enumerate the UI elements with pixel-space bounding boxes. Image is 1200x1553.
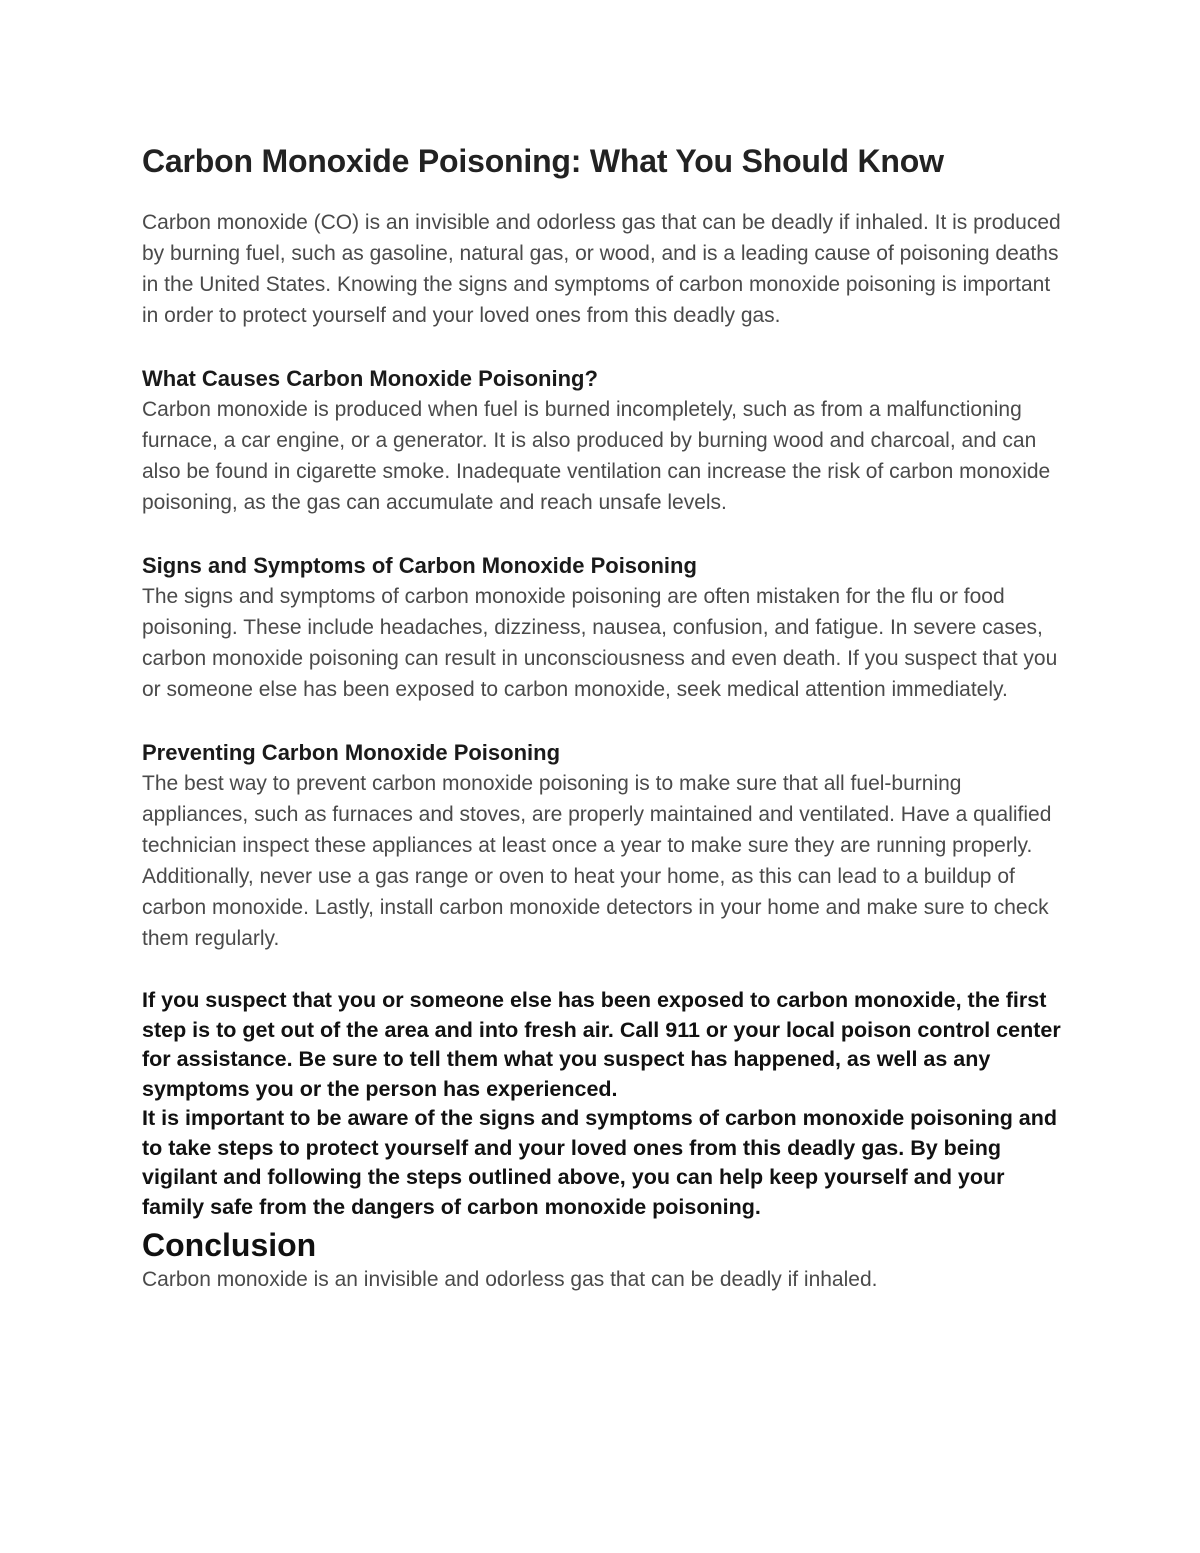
document-title: Carbon Monoxide Poisoning: What You Should Know [142,143,944,179]
section-symptoms [142,550,1067,705]
section-heading: What Causes Carbon Monoxide Poisoning? [142,366,598,391]
conclusion-heading: Conclusion [142,1227,317,1263]
section-paragraph: The best way to prevent carbon monoxide poisoning is to make sure that all fuel-burning appliances, such as furnaces and stoves, are properly maintained and ventilated. Have a qualified technician inspect these appliances at least once a year to make sure they are running properly. Additionally, never use a gas range or oven to heat your home, as this can lead to a buildup of carbon monoxide. Lastly, install carbon monoxide detectors in your home and make sure to check them regularly. [142,772,1052,950]
section-paragraph: Carbon monoxide is produced when fuel is burned incompletely, such as from a malfunctioning furnace, a car engine, or a generator. It is also produced by burning wood and charcoal, and can also be found in cigarette smoke. Inadequate ventilation can increase the risk of carbon monoxide poisoning, as the gas can accumulate and reach unsafe levels. [142,398,1051,514]
section-causes [142,363,1067,518]
emphasis-paragraph: It is important to be aware of the signs and symptoms of carbon monoxide poisoning and to take steps to protect yourself and your loved ones from this deadly gas. By being vigilant and following the steps outlined above, you can help keep yourself and your family safe from the dangers of carbon monoxide poisoning. [142,1106,1058,1219]
section-heading: Preventing Carbon Monoxide Poisoning [142,740,561,765]
emphasis-block [142,986,1067,1222]
conclusion-paragraph: Carbon monoxide is an invisible and odorless gas that can be deadly if inhaled. [142,1268,878,1291]
section-paragraph: The signs and symptoms of carbon monoxide poisoning are often mistaken for the flu or food poisoning. These include headaches, dizziness, nausea, confusion, and fatigue. In severe cases, carbon monoxide poisoning can result in unconsciousness and even death. If you suspect that you or someone else has been exposed to carbon monoxide, seek medical attention immediately. [142,585,1058,701]
document-page [142,140,1067,1295]
section-prevention [142,737,1067,954]
section-heading: Signs and Symptoms of Carbon Monoxide Poisoning [142,553,697,578]
intro-paragraph: Carbon monoxide (CO) is an invisible and odorless gas that can be deadly if inhaled. It is produced by burning fuel, such as gasoline, natural gas, or wood, and is a leading cause of poisoning deaths in the United States. Knowing the signs and symptoms of carbon monoxide poisoning is important in order to protect yourself and your loved ones from this deadly gas. [142,211,1061,327]
emphasis-paragraph: If you suspect that you or someone else has been exposed to carbon monoxide, the first step is to get out of the area and into fresh air. Call 911 or your local poison control center for assistance. Be sure to tell them what you suspect has happened, as well as any symptoms you or the person has experienced. [142,988,1061,1101]
